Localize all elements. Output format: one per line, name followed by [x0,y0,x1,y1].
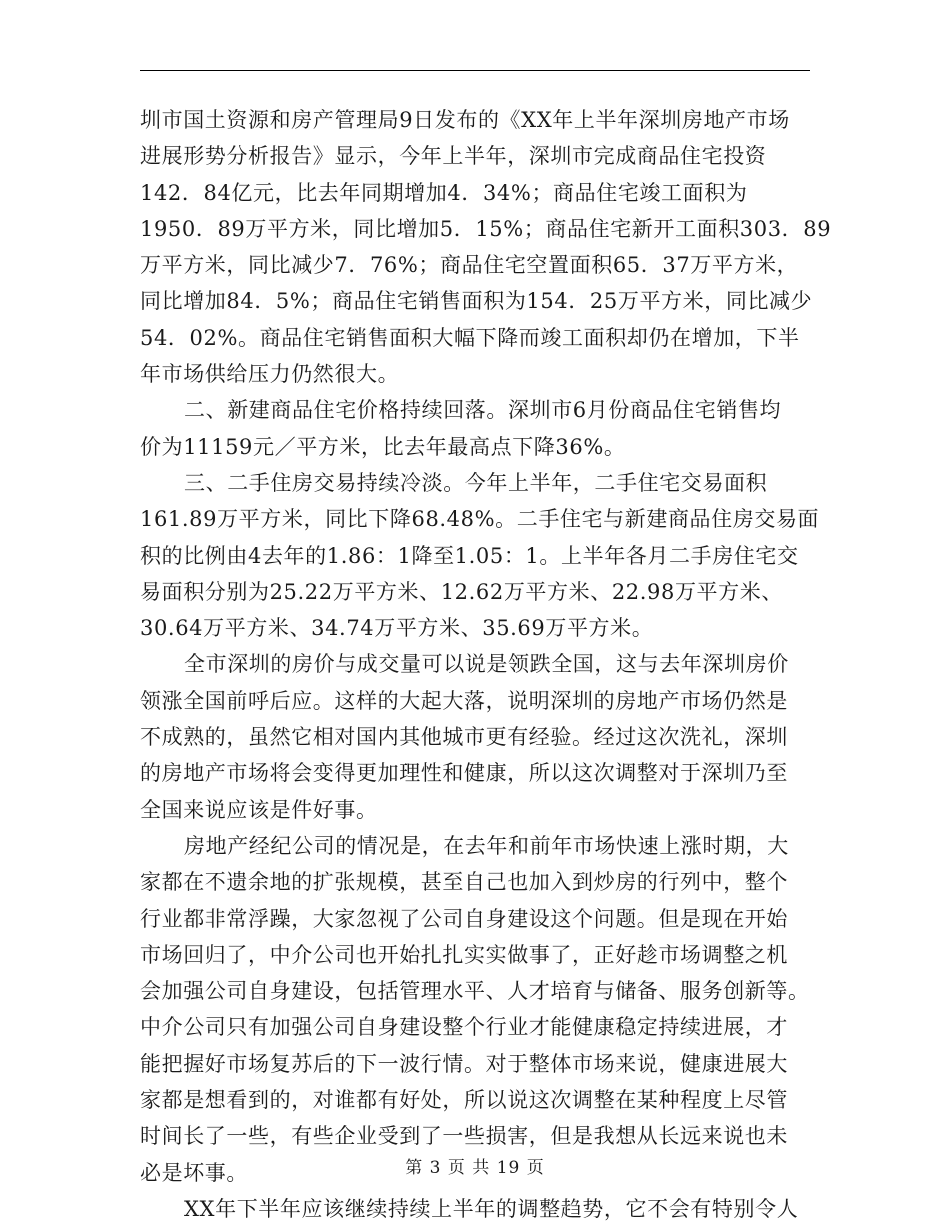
page-footer: 第 3 页 共 19 页 [405,1158,545,1178]
text-line: 中介公司只有加强公司自身建设整个行业才能健康稳定持续进展，才 [140,1015,788,1040]
text-line: 142．84亿元，比去年同期增加4．34%；商品住宅竣工面积为 [140,180,748,205]
text-line: 家都是想看到的，对谁都有好处，所以说这次调整在某种程度上尽管 [140,1088,788,1113]
text-line: 万平方米，同比减少7．76%；商品住宅空置面积65．37万平方米， [140,253,799,278]
text-line: 54．02%。商品住宅销售面积大幅下降而竣工面积却仍在增加，下半 [140,325,800,350]
text-line: 积的比例由4去年的1.86：1降至1.05：1。上半年各月二手房住宅交 [140,543,799,568]
text-line: 161.89万平方米，同比下降68.48%。二手住宅与新建商品住房交易面 [140,507,820,532]
text-line: 进展形势分析报告》显示，今年上半年，深圳市完成商品住宅投资 [140,144,767,169]
text-line: 1950．89万平方米，同比增加5．15%；商品住宅新开工面积303．89 [140,216,832,241]
text-line: 不成熟的，虽然它相对国内其他城市更有经验。经过这次洗礼，深圳 [140,725,788,750]
text-line: 市场回归了，中介公司也开始扎扎实实做事了，正好趁市场调整之机 [140,942,788,967]
text-line: XX年下半年应该继续持续上半年的调整趋势，它不会有特别令人 [184,1196,799,1221]
text-line: 房地产经纪公司的情况是，在去年和前年市场快速上涨时期，大 [184,833,789,858]
document-body [140,102,832,1227]
text-line: 三、二手住房交易持续冷淡。今年上半年，二手住宅交易面积 [184,470,768,495]
text-line: 领涨全国前呼后应。这样的大起大落，说明深圳的房地产市场仍然是 [140,688,788,713]
text-line: 价为11159元／平方米，比去年最高点下降36%。 [140,434,626,459]
text-line: 能把握好市场复苏后的下一波行情。对于整体市场来说，健康进展大 [140,1051,788,1076]
text-line: 家都在不遗余地的扩张规模，甚至自己也加入到炒房的行列中，整个 [140,870,788,895]
text-line: 的房地产市场将会变得更加理性和健康，所以这次调整对于深圳乃至 [140,761,788,786]
text-line: 会加强公司自身建设，包括管理水平、人才培育与储备、服务创新等。 [140,979,810,1004]
text-line: 时间长了一些，有些企业受到了一些损害，但是我想从长远来说也未 [140,1124,788,1149]
text-line: 易面积分别为25.22万平方米、12.62万平方米、22.98万平方米、 [140,579,783,604]
text-line: 全国来说应该是件好事。 [140,797,378,822]
text-line: 圳市国土资源和房产管理局9日发布的《XX年上半年深圳房地产市场 [140,108,790,132]
text-line: 同比增加84．5%；商品住宅销售面积为154．25万平方米，同比减少 [140,289,813,314]
text-line: 行业都非常浮躁，大家忽视了公司自身建设这个问题。但是现在开始 [140,906,788,931]
text-line: 二、新建商品住宅价格持续回落。深圳市6月份商品住宅销售均 [184,398,782,423]
text-line: 必是坏事。 [140,1160,248,1185]
text-line: 全市深圳的房价与成交量可以说是领跌全国，这与去年深圳房价 [184,652,789,677]
text-line: 年市场供给压力仍然很大。 [140,362,400,387]
text-line: 30.64万平方米、34.74万平方米、35.69万平方米。 [140,616,654,641]
header-rule [140,70,810,71]
